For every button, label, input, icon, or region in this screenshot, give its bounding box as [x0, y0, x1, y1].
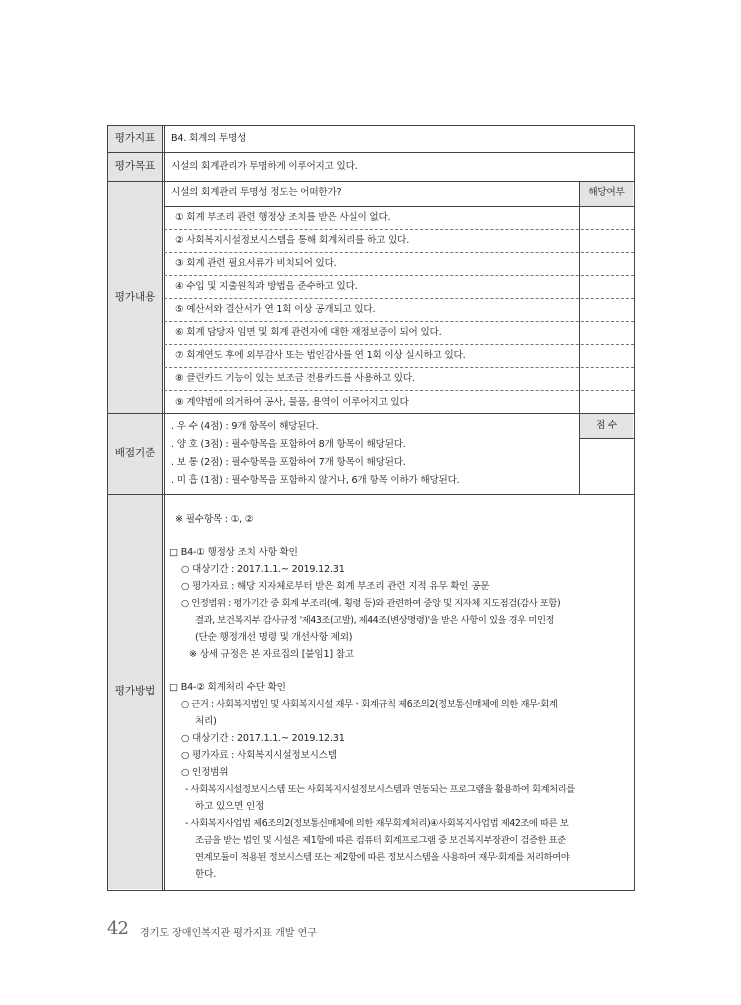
method-line: ※ 필수항목 : ①, ②	[175, 514, 254, 525]
goal-value: 시설의 회계관리가 투명하게 이루어지고 있다.	[171, 161, 358, 172]
method-line: ○ 대상기간 : 2017.1.1.~ 2019.12.31	[181, 733, 345, 744]
item-separator	[164, 390, 634, 391]
content-item: ④ 수입 및 지출원칙과 방법을 준수하고 있다.	[175, 281, 358, 292]
content-item: ③ 회계 관련 필요서류가 비치되어 있다.	[175, 258, 337, 269]
content-item: ⑤ 예산서와 결산서가 연 1회 이상 공개되고 있다.	[175, 304, 376, 315]
method-line: - 사회복지사업법 제6조의2(정보통신매체에 의한 재무회계처리)④사회복지사업법 제42조에 따른 보	[185, 818, 569, 829]
method-line: ○ 인정범위 : 평가기간 중 회계 부조리(예. 횡령 등)와 관련하여 중앙 및 지자체 지도점검(감사 포함)	[181, 598, 561, 609]
label-divider	[162, 125, 163, 891]
method-line: 하고 있으면 인정	[195, 801, 265, 812]
method-line: 연계모듈이 적용된 정보시스템 또는 제2항에 따른 정보시스템을 사용하여 재무·회계를 처리하여야	[195, 852, 570, 863]
method-line: ○ 인정범위	[181, 767, 229, 778]
method-heading: □ B4-① 행정상 조치 사항 확인	[169, 547, 298, 558]
item-separator	[164, 275, 634, 276]
method-line: (단순 행정개선 명령 및 개선사항 제외)	[195, 632, 353, 643]
score-line: . 보 통 (2점) : 필수항목을 포함하여 7개 항목이 해당된다.	[171, 457, 406, 468]
goal-label: 평가목표	[114, 160, 156, 172]
method-line: - 사회복지시설정보시스템 또는 사회복지시설정보시스템과 연동되는 프로그램을 활용하여 회계처리를	[185, 784, 575, 795]
method-line: 처리)	[195, 716, 217, 727]
method-line: ○ 대상기간 : 2017.1.1.~ 2019.12.31	[181, 564, 345, 575]
method-line: ○ 평가자료 : 사회복지시설정보시스템	[181, 750, 337, 761]
check-column-divider	[579, 181, 580, 494]
score-line: . 양 호 (3점) : 필수항목을 포함하여 8개 항목이 해당된다.	[171, 439, 406, 450]
item-separator	[164, 367, 634, 368]
content-item: ① 회계 부조리 관련 행정상 조치를 받은 사실이 없다.	[175, 212, 391, 223]
page-number: 42	[107, 918, 128, 939]
indicator-label: 평가지표	[114, 132, 156, 144]
score-line: . 우 수 (4점) : 9개 항목이 해당된다.	[171, 421, 319, 432]
label-divider-inner	[164, 125, 165, 891]
item-separator	[164, 252, 634, 253]
score-label: 배점기준	[114, 447, 156, 459]
evaluation-table	[107, 125, 635, 891]
indicator-value: B4. 회계의 투명성	[171, 133, 247, 144]
row-line	[107, 494, 635, 495]
method-heading: □ B4-② 회계처리 수단 확인	[169, 682, 286, 693]
method-line: ○ 평가자료 : 해당 지자체로부터 받은 회계 부조리 관련 지적 유무 확인 공문	[181, 581, 490, 592]
method-label: 평가방법	[114, 685, 156, 697]
method-line: ○ 근거 : 사회복지법인 및 사회복지시설 재무ㆍ회계규칙 제6조의2(정보통신매체에 의한 재무·회계	[181, 699, 558, 710]
item-separator	[164, 298, 634, 299]
content-item: ⑥ 회계 담당자 임면 및 회계 관련자에 대한 재정보증이 되어 있다.	[175, 327, 442, 338]
content-question: 시설의 회계관리 투명성 정도는 어떠한가?	[171, 187, 342, 198]
content-item: ② 사회복지시설정보시스템을 통해 회계처리를 하고 있다.	[175, 235, 410, 246]
score-header-line	[579, 438, 635, 439]
row-line	[107, 181, 635, 182]
question-line	[164, 206, 635, 207]
check-header: 해당여부	[588, 187, 625, 198]
score-header: 점 수	[596, 420, 617, 431]
item-separator	[164, 321, 634, 322]
content-label: 평가내용	[114, 291, 156, 303]
content-item: ⑦ 회계연도 후에 외부감사 또는 법인감사를 연 1회 이상 실시하고 있다.	[175, 350, 466, 361]
content-item: ⑨ 계약법에 의거하여 공사, 물품, 용역이 이루어지고 있다	[175, 397, 409, 408]
score-line: . 미 흡 (1점) : 필수항목을 포함하지 않거나, 6개 항목 이하가 해당된다.	[171, 475, 460, 486]
method-line: ※ 상세 규정은 본 자료집의 [붙임1] 참고	[189, 649, 354, 660]
item-separator	[164, 344, 634, 345]
method-line: 한다.	[195, 869, 216, 880]
item-separator	[164, 229, 634, 230]
row-line	[107, 152, 635, 153]
content-item: ⑧ 클린카드 기능이 있는 보조금 전용카드를 사용하고 있다.	[175, 373, 415, 384]
row-line	[107, 413, 635, 414]
running-title: 경기도 장애인복지관 평가지표 개발 연구	[140, 928, 317, 939]
method-line: 조금을 받는 법인 및 시설은 제1항에 따른 컴퓨터 회계프로그램 중 보건복지부장관이 검증한 표준	[195, 835, 566, 846]
method-line: 결과, 보건복지부 감사규정 '제43조(고발), 제44조(변상명령)'을 받은 사항이 있을 경우 미인정	[195, 615, 555, 626]
